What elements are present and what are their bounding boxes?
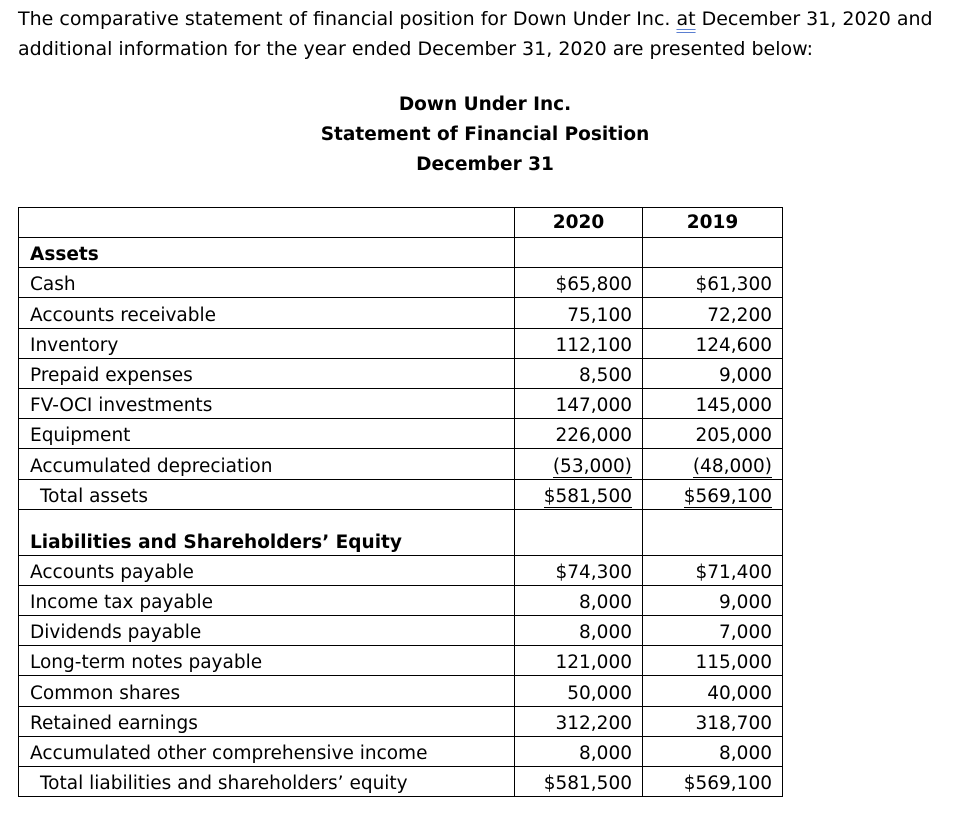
table-row	[19, 767, 783, 797]
value-2020: 112,100	[515, 328, 643, 358]
total-assets-2019: $569,100	[684, 486, 772, 510]
total-liabilities-2019: $569,100	[643, 767, 783, 797]
value-2020: 8,000	[515, 616, 643, 646]
table-row	[19, 616, 783, 646]
assets-heading: Assets	[19, 238, 515, 268]
value-2019: $61,300	[643, 268, 783, 298]
header-2019: 2019	[643, 208, 783, 238]
value-2019: 9,000	[643, 358, 783, 388]
table-row	[19, 676, 783, 706]
intro-at-word: at	[676, 8, 696, 30]
total-2020-cell	[515, 479, 643, 509]
value-2020-cell	[515, 449, 643, 479]
empty-cell	[643, 238, 783, 268]
table-row	[19, 509, 783, 555]
value-2020: 75,100	[515, 298, 643, 328]
value-2020: 50,000	[515, 676, 643, 706]
value-2019: 115,000	[643, 646, 783, 676]
empty-cell	[515, 238, 643, 268]
table-row	[19, 268, 783, 298]
value-2019: 318,700	[643, 706, 783, 736]
value-2019: 7,000	[643, 616, 783, 646]
total-liabilities-label: Total liabilities and shareholders’ equity	[19, 767, 515, 797]
total-liabilities-2020: $581,500	[515, 767, 643, 797]
table-row	[19, 479, 783, 509]
intro-text-1: The comparative statement of financial position for Down Under Inc.	[18, 8, 677, 30]
table-row	[19, 238, 783, 268]
row-label: Accounts receivable	[19, 298, 515, 328]
table-row	[19, 449, 783, 479]
row-label: Dividends payable	[19, 616, 515, 646]
table-row	[19, 555, 783, 585]
table-row	[19, 646, 783, 676]
total-2019-cell	[643, 479, 783, 509]
row-label: Inventory	[19, 328, 515, 358]
value-2020: 121,000	[515, 646, 643, 676]
value-2019: 124,600	[643, 328, 783, 358]
table-row	[19, 298, 783, 328]
value-2020: 8,000	[515, 736, 643, 766]
value-2019: 72,200	[643, 298, 783, 328]
financial-position-table	[18, 207, 783, 797]
row-label: Prepaid expenses	[19, 358, 515, 388]
table-header-row	[19, 208, 783, 238]
value-2019: 145,000	[643, 388, 783, 418]
statement-date: December 31	[416, 154, 554, 175]
table-row	[19, 706, 783, 736]
row-label: FV-OCI investments	[19, 388, 515, 418]
total-assets-2020: $581,500	[544, 486, 632, 510]
row-label: Equipment	[19, 419, 515, 449]
value-2019: $71,400	[643, 555, 783, 585]
value-2020: $74,300	[515, 555, 643, 585]
value-2020: 147,000	[515, 388, 643, 418]
value-2020: 226,000	[515, 419, 643, 449]
table-row	[19, 585, 783, 615]
total-assets-label: Total assets	[19, 479, 515, 509]
intro-paragraph	[18, 4, 963, 64]
row-label: Retained earnings	[19, 706, 515, 736]
empty-cell	[515, 509, 643, 555]
empty-cell	[643, 509, 783, 555]
value-2019: 205,000	[643, 419, 783, 449]
row-label: Accumulated depreciation	[19, 449, 515, 479]
value-2020: $65,800	[515, 268, 643, 298]
value-2019: (48,000)	[692, 455, 772, 477]
row-label: Income tax payable	[19, 585, 515, 615]
company-name: Down Under Inc.	[398, 94, 572, 115]
table-row	[19, 328, 783, 358]
value-2019: 40,000	[643, 676, 783, 706]
row-label: Accumulated other comprehensive income	[19, 736, 515, 766]
liabilities-heading: Liabilities and Shareholders’ Equity	[19, 509, 515, 555]
value-2020: 312,200	[515, 706, 643, 736]
row-label: Long-term notes payable	[19, 646, 515, 676]
value-2020: 8,500	[515, 358, 643, 388]
statement-title: Statement of Financial Position	[320, 124, 650, 145]
value-2020: 8,000	[515, 585, 643, 615]
row-label: Common shares	[19, 676, 515, 706]
table-row	[19, 419, 783, 449]
header-2020: 2020	[515, 208, 643, 238]
value-2019: 8,000	[643, 736, 783, 766]
row-label: Accounts payable	[19, 555, 515, 585]
value-2019: 9,000	[643, 585, 783, 615]
value-2019-cell	[643, 449, 783, 479]
table-row	[19, 736, 783, 766]
intro-text-2: December 31, 2020 and additional information for the year ended December 31, 2020 are presented below:	[18, 8, 933, 60]
row-label: Cash	[19, 268, 515, 298]
table-row	[19, 388, 783, 418]
value-2020: (53,000)	[552, 455, 632, 477]
table-row	[19, 358, 783, 388]
header-label-cell	[19, 208, 515, 238]
